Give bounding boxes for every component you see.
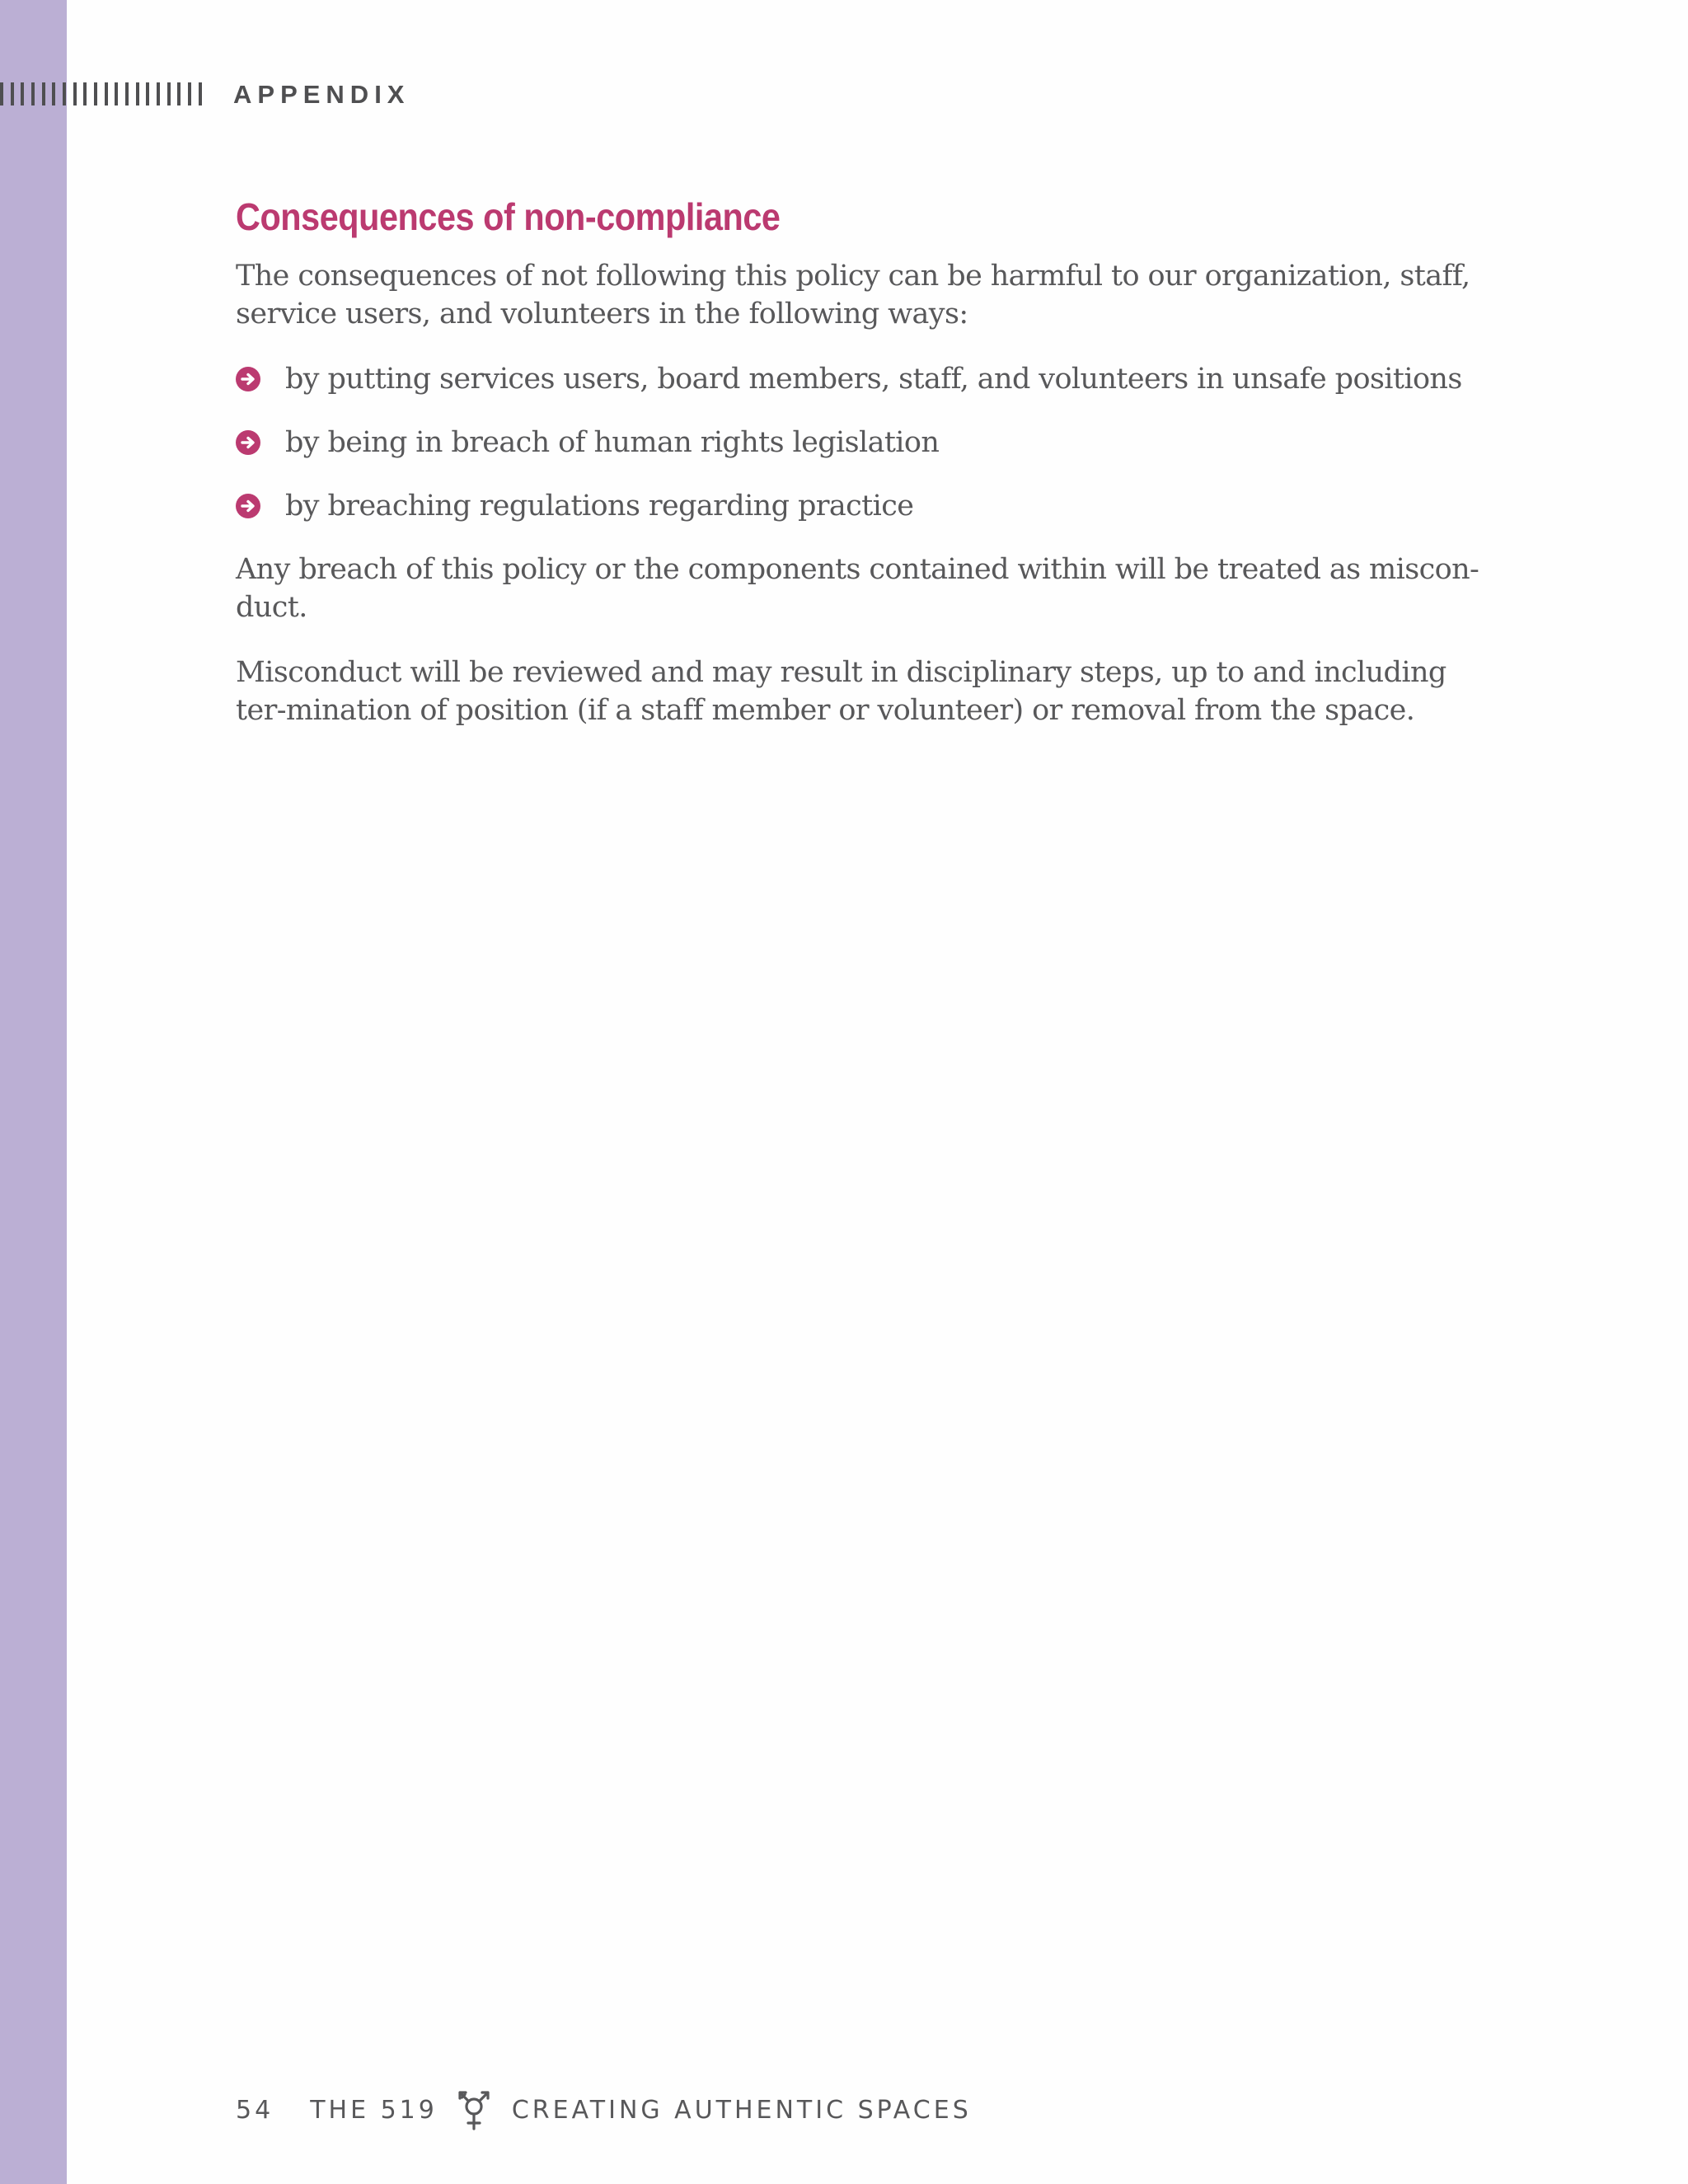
list-item-text: by putting services users, board members, staff, and volunteers in unsafe positions xyxy=(285,363,1462,396)
breach-paragraph: Any breach of this policy or the components contained within will be treated as miscon-duct. xyxy=(236,553,1479,624)
page-title: Consequences of non-compliance xyxy=(236,195,781,238)
header-tick-marks xyxy=(0,82,202,105)
list-item xyxy=(236,360,1489,398)
sidebar-color-band xyxy=(0,0,67,2184)
arrow-circle-icon xyxy=(236,494,260,518)
main-content xyxy=(236,191,1489,757)
list-item-text: by breaching regulations regarding practice xyxy=(285,490,914,523)
page-number: 54 xyxy=(236,2095,274,2125)
arrow-circle-icon xyxy=(236,430,260,455)
consequences-list xyxy=(236,360,1489,525)
transgender-symbol-icon xyxy=(456,2087,492,2133)
organization-name: THE 519 xyxy=(310,2095,438,2125)
misconduct-paragraph: Misconduct will be reviewed and may result in disciplinary steps, up to and including ter-mination of position (if a staff member or volunteer) or removal from the space. xyxy=(236,656,1447,727)
arrow-circle-icon xyxy=(236,367,260,391)
list-item-text: by being in breach of human rights legislation xyxy=(285,426,940,459)
list-item xyxy=(236,424,1489,462)
intro-paragraph: The consequences of not following this policy can be harmful to our organization, staff, service users, and volunteers in the following ways: xyxy=(236,260,1470,330)
publication-title: CREATING AUTHENTIC SPACES xyxy=(511,2095,972,2125)
page-footer xyxy=(236,2089,972,2130)
list-item xyxy=(236,487,1489,525)
section-label: APPENDIX xyxy=(233,80,410,109)
